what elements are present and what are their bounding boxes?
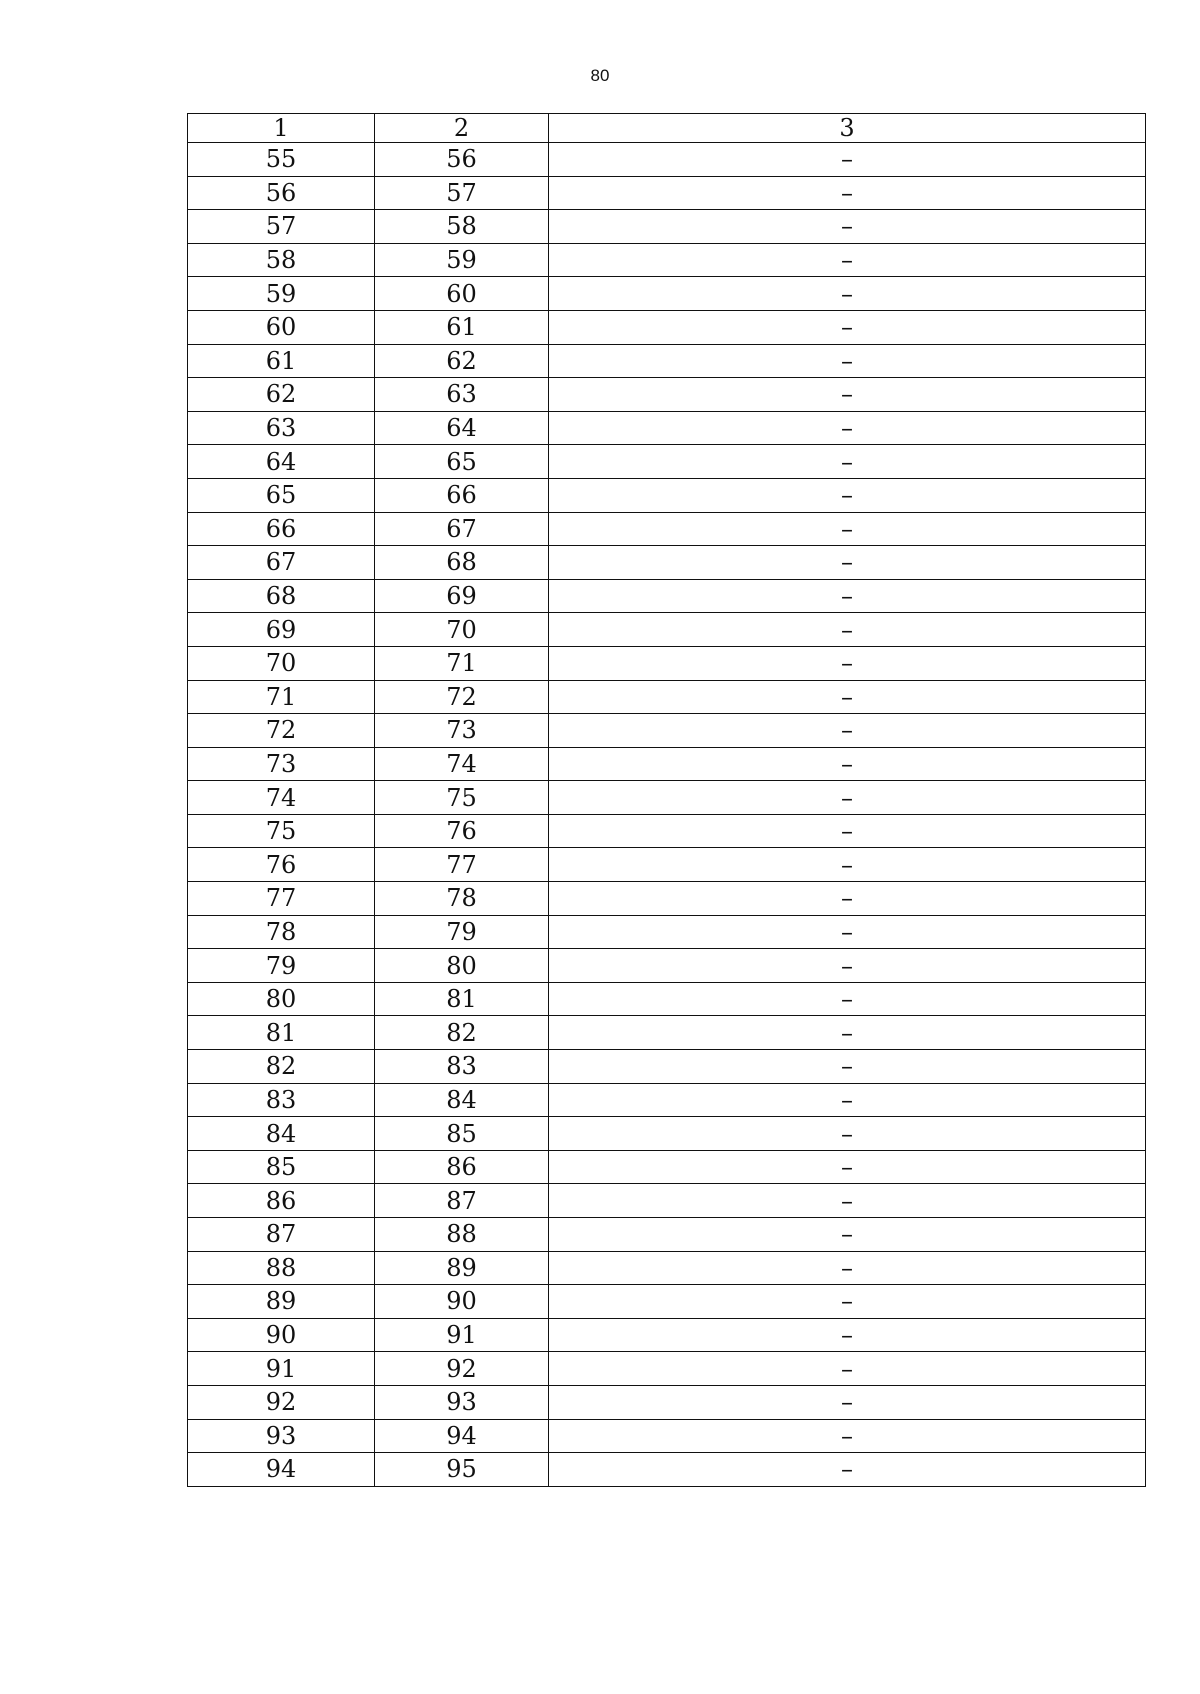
cell-col-1: 88 — [188, 1251, 375, 1285]
table-row — [188, 344, 1146, 378]
cell-col-3: – — [549, 579, 1146, 613]
cell-col-2: 79 — [375, 915, 549, 949]
header-row — [188, 114, 1146, 143]
cell-col-3: – — [549, 546, 1146, 580]
cell-col-3: – — [549, 1318, 1146, 1352]
table-row — [188, 176, 1146, 210]
table-row — [188, 1419, 1146, 1453]
cell-col-1: 94 — [188, 1453, 375, 1487]
table-row — [188, 781, 1146, 815]
cell-col-2: 61 — [375, 310, 549, 344]
cell-col-1: 79 — [188, 949, 375, 983]
table-row — [188, 1218, 1146, 1252]
table-row — [188, 378, 1146, 412]
cell-col-2: 82 — [375, 1016, 549, 1050]
cell-col-2: 63 — [375, 378, 549, 412]
cell-col-2: 70 — [375, 613, 549, 647]
cell-col-2: 91 — [375, 1318, 549, 1352]
cell-col-1: 55 — [188, 143, 375, 177]
table-row — [188, 1117, 1146, 1151]
table-row — [188, 1184, 1146, 1218]
table-row — [188, 882, 1146, 916]
column-header-1: 1 — [188, 114, 375, 143]
table-row — [188, 210, 1146, 244]
table-row — [188, 613, 1146, 647]
cell-col-2: 68 — [375, 546, 549, 580]
cell-col-2: 76 — [375, 814, 549, 848]
cell-col-3: – — [549, 143, 1146, 177]
cell-col-1: 56 — [188, 176, 375, 210]
table-row — [188, 1050, 1146, 1084]
cell-col-3: – — [549, 915, 1146, 949]
cell-col-3: – — [549, 277, 1146, 311]
table-row — [188, 646, 1146, 680]
cell-col-2: 84 — [375, 1083, 549, 1117]
cell-col-3: – — [549, 848, 1146, 882]
table-row — [188, 243, 1146, 277]
data-table — [187, 113, 1146, 1487]
table-row — [188, 478, 1146, 512]
cell-col-1: 91 — [188, 1352, 375, 1386]
cell-col-3: – — [549, 310, 1146, 344]
cell-col-3: – — [549, 1352, 1146, 1386]
cell-col-2: 73 — [375, 714, 549, 748]
cell-col-1: 61 — [188, 344, 375, 378]
table-row — [188, 1352, 1146, 1386]
cell-col-1: 74 — [188, 781, 375, 815]
cell-col-2: 58 — [375, 210, 549, 244]
table-row — [188, 411, 1146, 445]
cell-col-2: 71 — [375, 646, 549, 680]
cell-col-3: – — [549, 512, 1146, 546]
cell-col-1: 75 — [188, 814, 375, 848]
cell-col-2: 74 — [375, 747, 549, 781]
cell-col-2: 93 — [375, 1385, 549, 1419]
table-row — [188, 277, 1146, 311]
cell-col-2: 72 — [375, 680, 549, 714]
table-row — [188, 1318, 1146, 1352]
cell-col-1: 63 — [188, 411, 375, 445]
table-row — [188, 814, 1146, 848]
cell-col-1: 92 — [188, 1385, 375, 1419]
cell-col-2: 65 — [375, 445, 549, 479]
cell-col-3: – — [549, 243, 1146, 277]
cell-col-1: 87 — [188, 1218, 375, 1252]
cell-col-2: 81 — [375, 982, 549, 1016]
cell-col-3: – — [549, 1083, 1146, 1117]
cell-col-1: 65 — [188, 478, 375, 512]
cell-col-1: 81 — [188, 1016, 375, 1050]
cell-col-1: 72 — [188, 714, 375, 748]
cell-col-2: 56 — [375, 143, 549, 177]
cell-col-1: 60 — [188, 310, 375, 344]
page-number: 80 — [590, 66, 610, 85]
cell-col-1: 62 — [188, 378, 375, 412]
table-row — [188, 310, 1146, 344]
cell-col-2: 64 — [375, 411, 549, 445]
cell-col-3: – — [549, 1016, 1146, 1050]
cell-col-3: – — [549, 378, 1146, 412]
cell-col-3: – — [549, 747, 1146, 781]
cell-col-1: 77 — [188, 882, 375, 916]
cell-col-1: 85 — [188, 1150, 375, 1184]
table-row — [188, 848, 1146, 882]
cell-col-1: 89 — [188, 1285, 375, 1319]
cell-col-3: – — [549, 1251, 1146, 1285]
cell-col-3: – — [549, 1117, 1146, 1151]
cell-col-2: 66 — [375, 478, 549, 512]
cell-col-2: 85 — [375, 1117, 549, 1151]
table-row — [188, 747, 1146, 781]
cell-col-3: – — [549, 1419, 1146, 1453]
cell-col-3: – — [549, 1184, 1146, 1218]
cell-col-3: – — [549, 445, 1146, 479]
cell-col-1: 66 — [188, 512, 375, 546]
cell-col-2: 75 — [375, 781, 549, 815]
cell-col-1: 90 — [188, 1318, 375, 1352]
cell-col-3: – — [549, 882, 1146, 916]
cell-col-3: – — [549, 781, 1146, 815]
cell-col-2: 78 — [375, 882, 549, 916]
table-row — [188, 1285, 1146, 1319]
cell-col-2: 77 — [375, 848, 549, 882]
cell-col-2: 60 — [375, 277, 549, 311]
cell-col-3: – — [549, 613, 1146, 647]
table-body — [188, 143, 1146, 1487]
cell-col-2: 59 — [375, 243, 549, 277]
cell-col-2: 90 — [375, 1285, 549, 1319]
cell-col-2: 95 — [375, 1453, 549, 1487]
cell-col-1: 64 — [188, 445, 375, 479]
cell-col-1: 57 — [188, 210, 375, 244]
table-row — [188, 680, 1146, 714]
cell-col-2: 80 — [375, 949, 549, 983]
cell-col-3: – — [549, 411, 1146, 445]
cell-col-3: – — [549, 344, 1146, 378]
cell-col-2: 87 — [375, 1184, 549, 1218]
cell-col-1: 93 — [188, 1419, 375, 1453]
cell-col-2: 92 — [375, 1352, 549, 1386]
cell-col-1: 59 — [188, 277, 375, 311]
table-row — [188, 445, 1146, 479]
cell-col-3: – — [549, 982, 1146, 1016]
cell-col-3: – — [549, 814, 1146, 848]
cell-col-2: 94 — [375, 1419, 549, 1453]
cell-col-1: 83 — [188, 1083, 375, 1117]
cell-col-3: – — [549, 1385, 1146, 1419]
cell-col-2: 83 — [375, 1050, 549, 1084]
cell-col-3: – — [549, 680, 1146, 714]
cell-col-3: – — [549, 1150, 1146, 1184]
column-header-2: 2 — [375, 114, 549, 143]
column-header-3: 3 — [549, 114, 1146, 143]
cell-col-3: – — [549, 176, 1146, 210]
table-row — [188, 1251, 1146, 1285]
cell-col-1: 76 — [188, 848, 375, 882]
cell-col-1: 69 — [188, 613, 375, 647]
cell-col-1: 78 — [188, 915, 375, 949]
table-row — [188, 1385, 1146, 1419]
table-row — [188, 915, 1146, 949]
cell-col-1: 71 — [188, 680, 375, 714]
cell-col-3: – — [549, 478, 1146, 512]
cell-col-3: – — [549, 1218, 1146, 1252]
cell-col-1: 73 — [188, 747, 375, 781]
cell-col-3: – — [549, 1453, 1146, 1487]
table-row — [188, 143, 1146, 177]
cell-col-3: – — [549, 714, 1146, 748]
table-row — [188, 1083, 1146, 1117]
table-row — [188, 1016, 1146, 1050]
cell-col-3: – — [549, 210, 1146, 244]
cell-col-2: 69 — [375, 579, 549, 613]
cell-col-1: 58 — [188, 243, 375, 277]
table-row — [188, 1150, 1146, 1184]
cell-col-3: – — [549, 646, 1146, 680]
table-header — [188, 114, 1146, 143]
table-row — [188, 579, 1146, 613]
table-row — [188, 546, 1146, 580]
cell-col-3: – — [549, 1285, 1146, 1319]
cell-col-1: 68 — [188, 579, 375, 613]
table-row — [188, 714, 1146, 748]
cell-col-1: 80 — [188, 982, 375, 1016]
cell-col-1: 82 — [188, 1050, 375, 1084]
cell-col-1: 84 — [188, 1117, 375, 1151]
cell-col-1: 70 — [188, 646, 375, 680]
table-row — [188, 949, 1146, 983]
cell-col-1: 67 — [188, 546, 375, 580]
cell-col-2: 88 — [375, 1218, 549, 1252]
table-row — [188, 982, 1146, 1016]
table-row — [188, 1453, 1146, 1487]
cell-col-2: 86 — [375, 1150, 549, 1184]
table-row — [188, 512, 1146, 546]
cell-col-2: 89 — [375, 1251, 549, 1285]
cell-col-3: – — [549, 1050, 1146, 1084]
cell-col-2: 57 — [375, 176, 549, 210]
cell-col-3: – — [549, 949, 1146, 983]
cell-col-1: 86 — [188, 1184, 375, 1218]
cell-col-2: 62 — [375, 344, 549, 378]
cell-col-2: 67 — [375, 512, 549, 546]
